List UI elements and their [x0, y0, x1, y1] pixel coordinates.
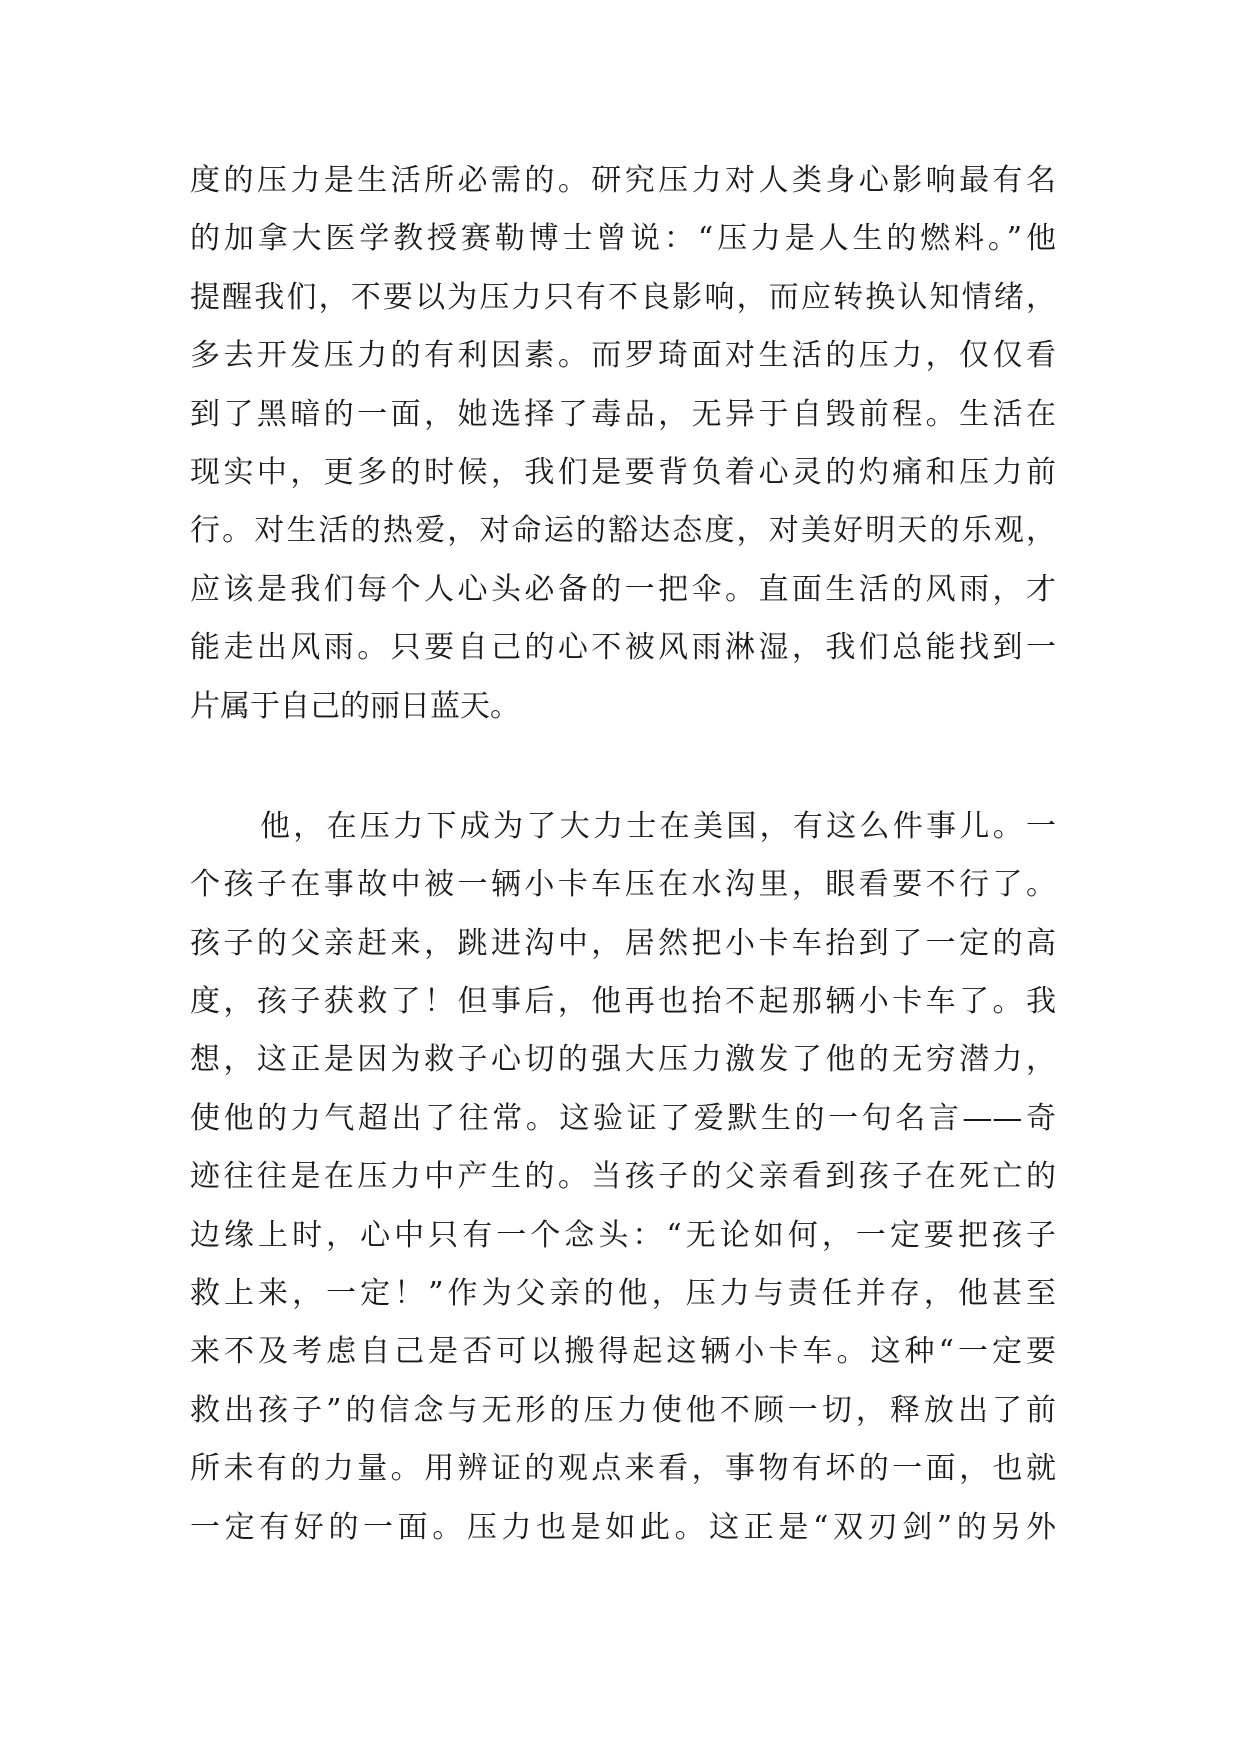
- paragraph-1: [190, 152, 1056, 736]
- paragraph-spacer: [190, 736, 1056, 798]
- text-line: 到了黑暗的一面，她选择了毒品，无异于自毁前程。生活在: [190, 396, 1056, 432]
- text-line: 度的压力是生活所必需的。研究压力对人类身心影响最有名: [190, 163, 1056, 198]
- text-line: 行。对生活的热爱，对命运的豁达态度，对美好明天的乐观，: [190, 513, 1056, 549]
- text-line: 所未有的力量。用辨证的观点来看，事物有坏的一面，也就: [190, 1451, 1056, 1487]
- text-line: 现实中，更多的时候，我们是要背负着心灵的灼痛和压力前: [190, 454, 1056, 490]
- text-line: 能走出风雨。只要自己的心不被风雨淋湿，我们总能找到一: [190, 630, 1056, 666]
- text-line: 使他的力气超出了往常。这验证了爱默生的一句名言——奇: [190, 1100, 1056, 1136]
- paragraph-2: [190, 798, 1056, 1557]
- text-line: 迹往往是在压力中产生的。当孩子的父亲看到孩子在死亡的: [190, 1159, 1056, 1195]
- text-line: 边缘上时，心中只有一个念头：“无论如何，一定要把孩子: [190, 1217, 1056, 1253]
- text-line: 他，在压力下成为了大力士在美国，有这么件事儿。一: [260, 808, 1056, 844]
- text-line: 片属于自己的丽日蓝天。: [190, 688, 520, 724]
- text-line: 孩子的父亲赶来，跳进沟中，居然把小卡车抬到了一定的高: [190, 925, 1056, 961]
- text-line: 救上来，一定！”作为父亲的他，压力与责任并存，他甚至: [190, 1276, 1056, 1312]
- text-line: 想，这正是因为救子心切的强大压力激发了他的无穷潜力，: [190, 1042, 1056, 1078]
- text-line: 来不及考虑自己是否可以搬得起这辆小卡车。这种“一定要: [190, 1334, 1056, 1370]
- text-line: 的加拿大医学教授赛勒博士曾说：“压力是人生的燃料。”他: [190, 221, 1056, 257]
- text-line: 度，孩子获救了！但事后，他再也抬不起那辆小卡车了。我: [190, 984, 1056, 1020]
- document-body: [190, 152, 1056, 1557]
- text-line: 救出孩子”的信念与无形的压力使他不顾一切，释放出了前: [190, 1392, 1056, 1428]
- text-line: 多去开发压力的有利因素。而罗琦面对生活的压力，仅仅看: [190, 338, 1056, 374]
- text-line: 应该是我们每个人心头必备的一把伞。直面生活的风雨，才: [190, 571, 1056, 607]
- text-line: 个孩子在事故中被一辆小卡车压在水沟里，眼看要不行了。: [190, 867, 1056, 903]
- text-line: 提醒我们，不要以为压力只有不良影响，而应转换认知情绪，: [190, 279, 1056, 315]
- text-line: 一定有好的一面。压力也是如此。这正是“双刃剑”的另外: [190, 1509, 1056, 1545]
